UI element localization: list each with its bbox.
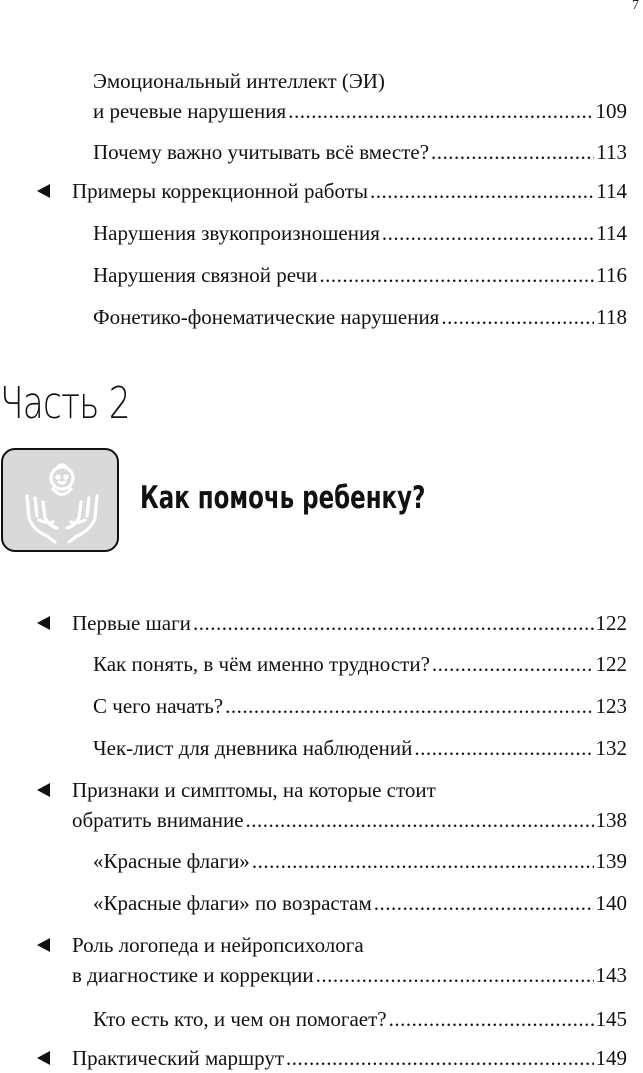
- toc-entry-last-line: [72, 960, 627, 990]
- toc-entry-last-line: [72, 608, 627, 638]
- toc-entry: [93, 302, 627, 332]
- toc-entry-last-line: [72, 176, 627, 206]
- toc-leader-dots: [225, 691, 593, 721]
- toc-entry-title: Как понять, в чём именно трудности?: [93, 652, 430, 676]
- toc-leader-dots: [193, 608, 594, 638]
- toc-entry-last-line: [93, 218, 627, 248]
- toc-leader-dots: [252, 846, 594, 876]
- toc-entry-title: в диагностике и коррекции: [72, 963, 314, 987]
- toc-leader-dots: [382, 218, 594, 248]
- toc-entry-last-line: [93, 302, 627, 332]
- toc-leader-dots: [441, 302, 594, 332]
- part-heading: Как помочь ребенку?: [140, 480, 426, 516]
- bullet-triangle-icon: [37, 616, 50, 630]
- toc-entry: [93, 649, 627, 679]
- toc-entry-title: и речевые нарушения: [93, 99, 287, 123]
- toc-page-number: 114: [596, 221, 627, 245]
- toc-entry: [72, 1043, 627, 1073]
- toc-entry: [93, 1004, 627, 1034]
- toc-entry-title: Почему важно учитывать всё вместе?: [93, 140, 430, 164]
- toc-entry-last-line: [93, 1004, 627, 1034]
- toc-leader-dots: [374, 888, 594, 918]
- toc-entry-title: Практический маршрут: [72, 1046, 285, 1070]
- toc-leader-dots: [288, 96, 593, 126]
- toc-leader-dots: [316, 960, 594, 990]
- part-title: Часть 2: [0, 378, 130, 429]
- toc-entry-title: Нарушения связной речи: [93, 263, 318, 287]
- toc-entry-line: Признаки и симптомы, на которые стоит: [72, 778, 436, 802]
- toc-page-number: 132: [595, 736, 627, 760]
- toc-page-number: 118: [596, 305, 627, 329]
- page-number: 7: [632, 0, 639, 13]
- toc-entry-title: Нарушения звукопроизношения: [93, 221, 380, 245]
- bullet-triangle-icon: [37, 783, 50, 797]
- toc-entry: [72, 930, 627, 990]
- toc-leader-dots: [286, 1043, 593, 1073]
- toc-page-number: 109: [595, 99, 627, 123]
- toc-entry-title: Фонетико-фонематические нарушения: [93, 305, 440, 329]
- toc-entry: [72, 608, 627, 638]
- toc-entry: [72, 775, 627, 835]
- toc-leader-dots: [370, 176, 594, 206]
- toc-entry: [72, 176, 627, 206]
- toc-page-number: 114: [596, 179, 627, 203]
- toc-page-number: 122: [595, 652, 627, 676]
- toc-leader-dots: [389, 1004, 594, 1034]
- toc-entry-title: С чего начать?: [93, 694, 224, 718]
- toc-entry-line: Роль логопеда и нейропсихолога: [72, 933, 364, 957]
- toc-leader-dots: [414, 733, 593, 763]
- toc-page-number: 139: [595, 849, 627, 873]
- toc-leader-dots: [432, 649, 594, 679]
- toc-leader-dots: [319, 260, 594, 290]
- toc-entry-last-line: [72, 1043, 627, 1073]
- toc-entry-title: обратить внимание: [72, 808, 244, 832]
- toc-entry-title: Первые шаги: [72, 611, 191, 635]
- toc-entry-last-line: [93, 96, 627, 126]
- bullet-triangle-icon: [37, 938, 50, 952]
- toc-leader-dots: [431, 137, 594, 167]
- toc-page-number: 140: [595, 891, 627, 915]
- toc-entry: [93, 260, 627, 290]
- toc-page-number: 116: [596, 263, 627, 287]
- toc-entry-title: Чек-лист для дневника наблюдений: [93, 736, 413, 760]
- toc-entry-last-line: [93, 733, 627, 763]
- toc-page-number: 138: [595, 808, 627, 832]
- toc-page-number: 122: [595, 611, 627, 635]
- toc-entry-last-line: [93, 260, 627, 290]
- toc-entry-line: Эмоциональный интеллект (ЭИ): [93, 69, 385, 93]
- toc-entry: [93, 888, 627, 918]
- toc-entry-title: Кто есть кто, и чем он помогает?: [93, 1007, 387, 1031]
- toc-entry-title: «Красные флаги» по возрастам: [93, 891, 372, 915]
- bullet-triangle-icon: [37, 184, 50, 198]
- toc-entry-last-line: [93, 846, 627, 876]
- toc-entry-title: Примеры коррекционной работы: [72, 179, 368, 203]
- toc-entry-last-line: [93, 888, 627, 918]
- toc-entry-title: «Красные флаги»: [93, 849, 250, 873]
- toc-page-number: 145: [595, 1007, 627, 1031]
- toc-entry: [93, 218, 627, 248]
- toc-page-number: 149: [595, 1046, 627, 1070]
- toc-entry: [93, 137, 627, 167]
- toc-entry-last-line: [93, 137, 627, 167]
- toc-entry: [93, 846, 627, 876]
- child-in-hands-icon: [17, 456, 107, 548]
- toc-entry-last-line: [93, 691, 627, 721]
- toc-page-number: 113: [596, 140, 627, 164]
- toc-leader-dots: [246, 805, 594, 835]
- bullet-triangle-icon: [37, 1051, 50, 1065]
- toc-entry: [93, 733, 627, 763]
- toc-entry-last-line: [93, 649, 627, 679]
- toc-entry: [93, 691, 627, 721]
- toc-entry: [93, 66, 627, 126]
- toc-entry-last-line: [72, 805, 627, 835]
- part-icon-box: [1, 448, 119, 552]
- toc-page-number: 123: [595, 694, 627, 718]
- toc-page-number: 143: [595, 963, 627, 987]
